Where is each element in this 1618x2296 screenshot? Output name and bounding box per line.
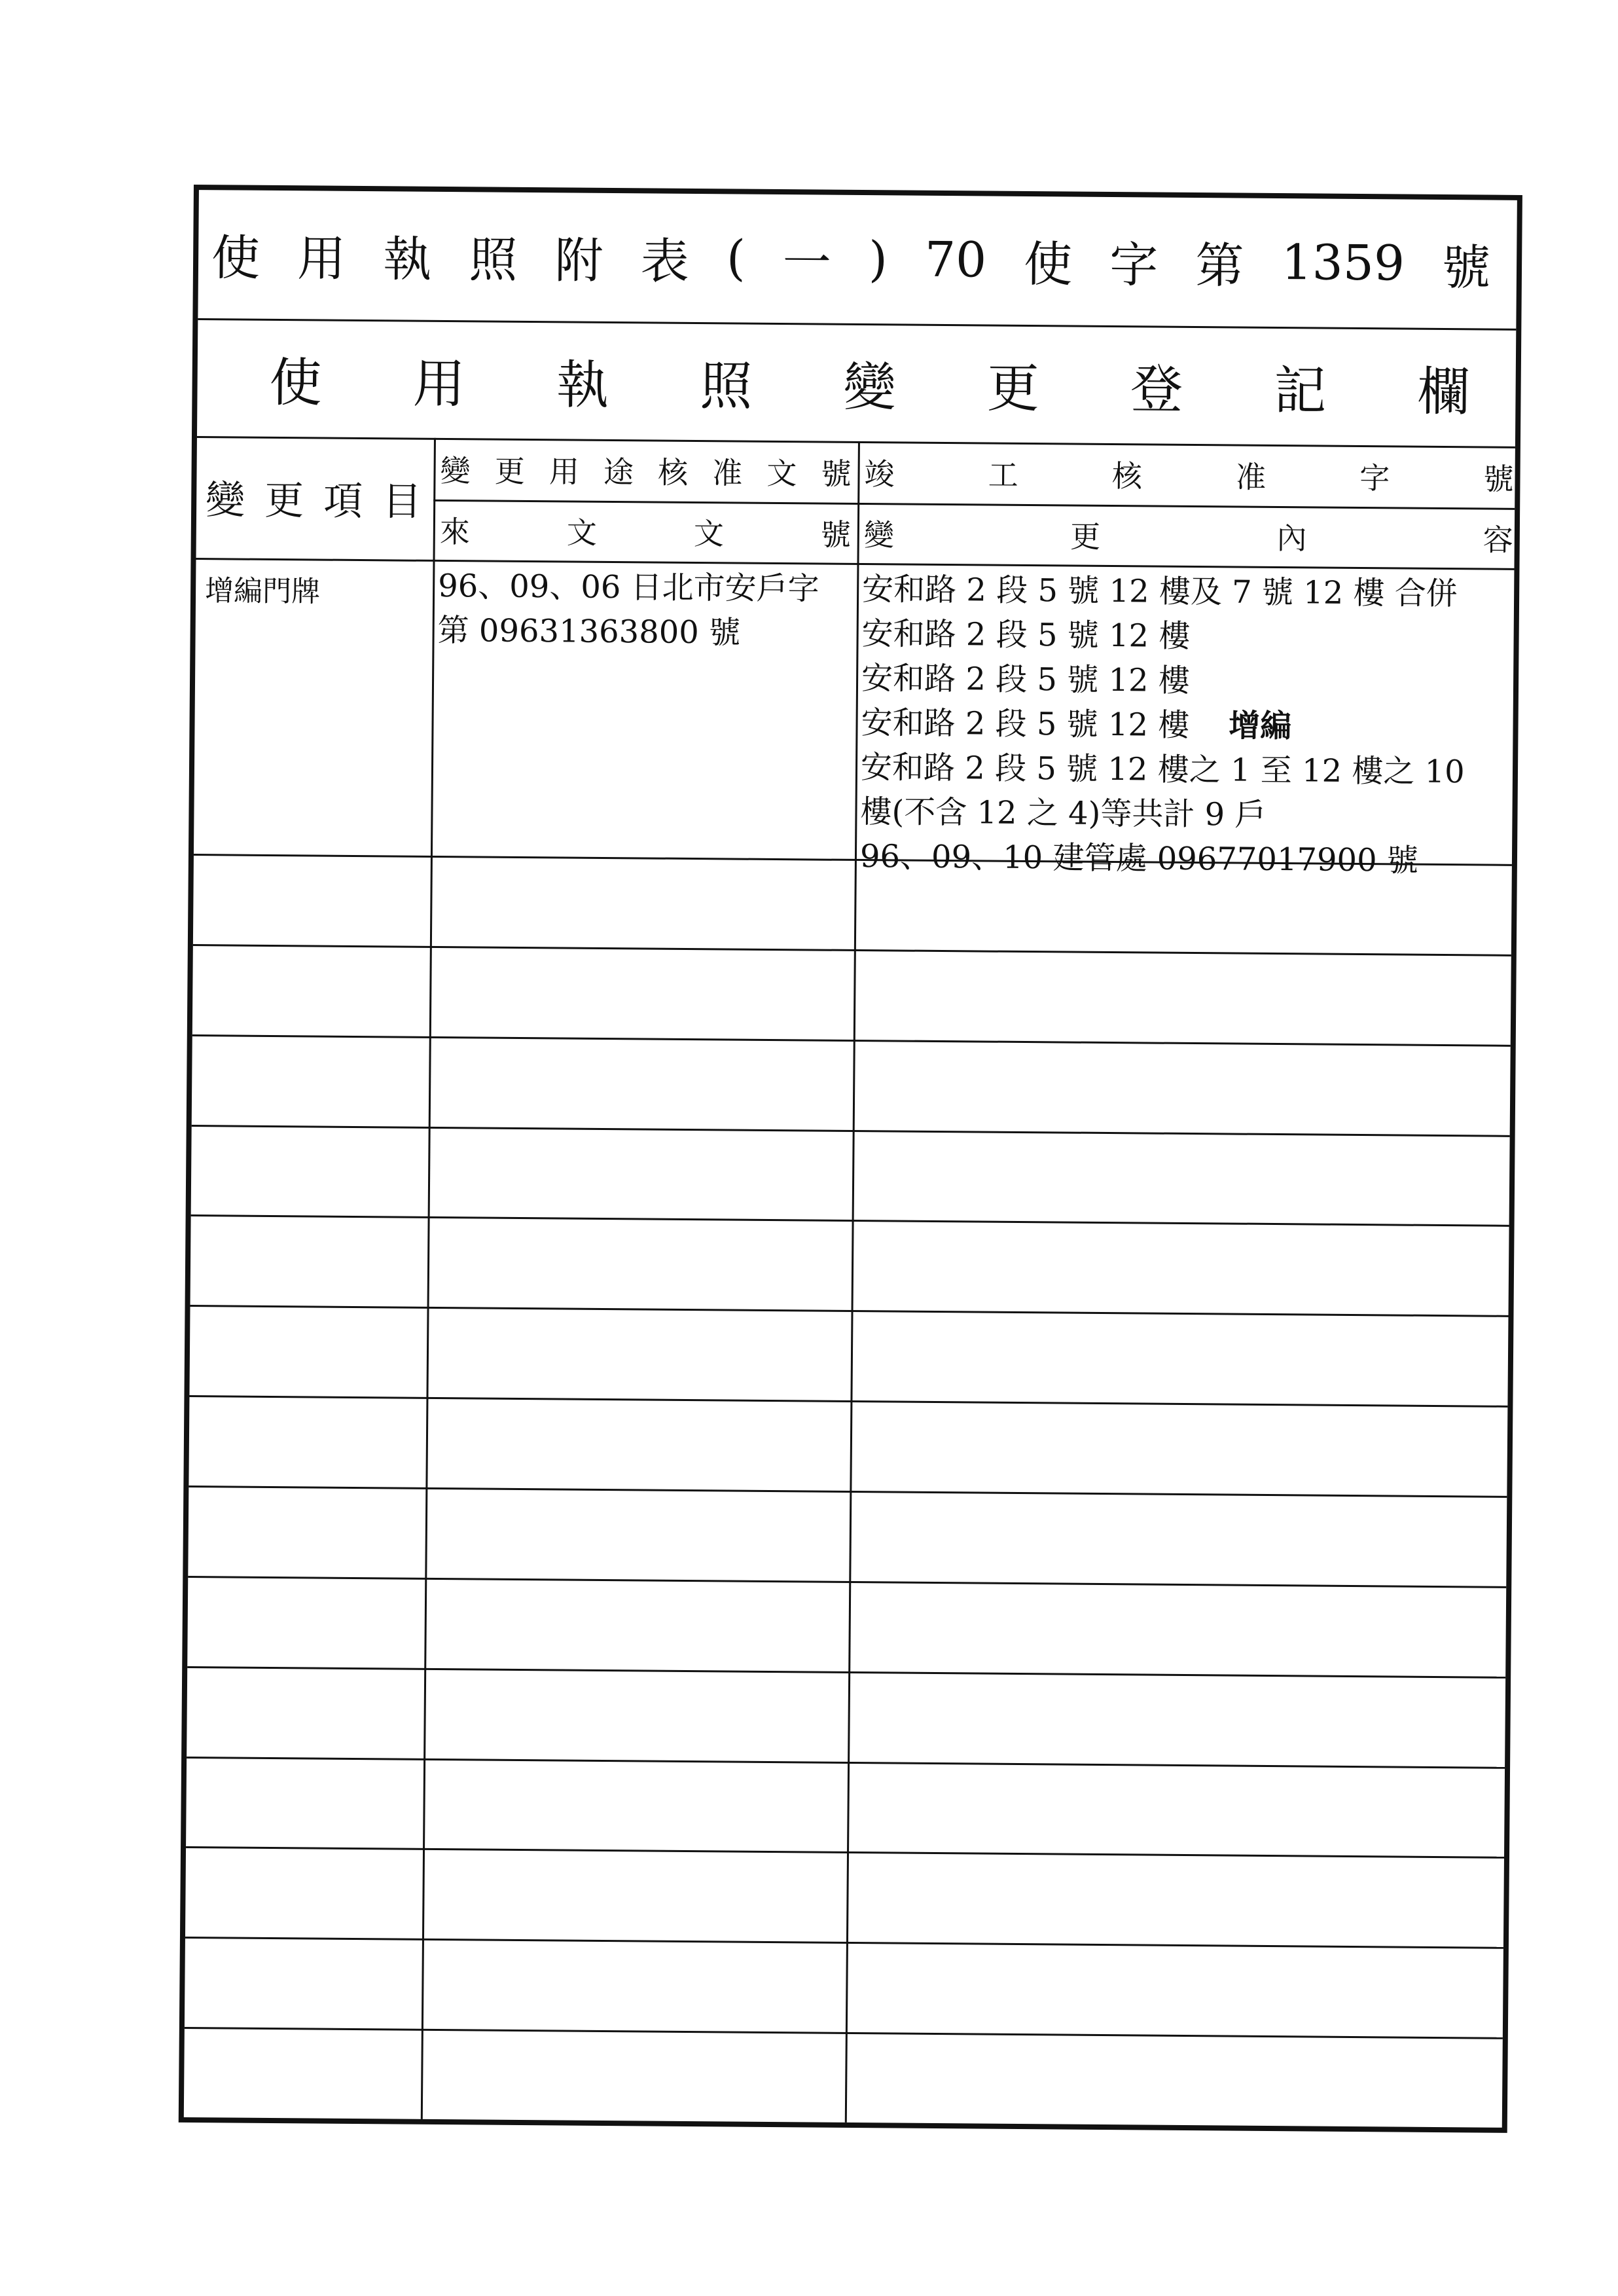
title-char: 一 — [782, 234, 832, 291]
header-char: 工 — [988, 457, 1018, 493]
content-line: 安和路 2 段 5 號 12 樓之 1 至 12 樓之 10 — [860, 749, 1465, 791]
title-char: 使 — [211, 230, 261, 287]
banner-char: 變 — [843, 356, 896, 418]
usage-permit-form — [179, 185, 1522, 2133]
table-row — [186, 1846, 1504, 1859]
content-line: 安和路 2 段 5 號 12 樓 — [861, 615, 1191, 655]
banner-char: 用 — [412, 353, 466, 414]
header-completion-no — [857, 441, 1520, 508]
title-char: 附 — [554, 232, 603, 289]
header-char: 號 — [821, 456, 852, 492]
section-banner — [197, 318, 1516, 446]
header-change-content — [857, 503, 1520, 568]
header-char: 核 — [1111, 458, 1143, 494]
table-row — [189, 1485, 1507, 1498]
header-char: 更 — [264, 477, 304, 524]
entry-document — [431, 560, 857, 859]
entry-item: 增編門牌 — [204, 574, 321, 609]
added-tag: 增編 — [1229, 707, 1292, 745]
header-char: 准 — [712, 455, 743, 491]
header-incoming-doc — [433, 500, 858, 563]
table-row — [185, 1937, 1503, 1949]
header-char: 項 — [323, 478, 363, 525]
header-char: 目 — [382, 479, 422, 525]
header-char: 變 — [863, 517, 895, 553]
header-char: 核 — [657, 454, 689, 490]
content-line: 樓(不含 12 之 4)等共計 9 戶 — [860, 793, 1267, 833]
banner-char: 欄 — [1417, 361, 1470, 422]
header-char: 更 — [1070, 519, 1101, 555]
title-char: 第 — [1195, 238, 1244, 295]
header-char: 竣 — [864, 456, 895, 492]
header-change-item — [196, 436, 434, 560]
header-char: 途 — [603, 454, 634, 490]
content-line: 安和路 2 段 5 號 12 樓 — [861, 660, 1191, 699]
title-char: 表 — [640, 233, 690, 290]
banner-char: 記 — [1273, 359, 1327, 422]
header-char: 號 — [1483, 461, 1514, 497]
table-row — [193, 944, 1511, 957]
header-char: 文 — [693, 516, 725, 552]
header-char: 來 — [439, 513, 471, 550]
content-line: 96、09、10 建管處 09677017900 號 — [859, 838, 1419, 879]
header-approval-doc — [433, 438, 858, 503]
table-row — [190, 1305, 1509, 1317]
title-char: 1359 — [1281, 234, 1405, 292]
table-row — [187, 1757, 1505, 1769]
table-row — [189, 1395, 1507, 1408]
content-line: 安和路 2 段 5 號 12 樓及 7 號 12 樓 合併 — [861, 571, 1458, 613]
entry-content — [855, 563, 1520, 879]
table-row — [185, 2027, 1503, 2039]
table-row — [192, 1125, 1510, 1137]
header-char: 更 — [494, 453, 525, 489]
banner-char: 執 — [556, 354, 609, 416]
header-char: 字 — [1359, 460, 1390, 496]
banner-char: 更 — [986, 357, 1040, 419]
title-char: 字 — [1109, 236, 1159, 294]
header-char: 變 — [205, 477, 245, 524]
header-char: 准 — [1235, 459, 1267, 495]
header-char: 文 — [566, 515, 598, 551]
table-row — [188, 1576, 1506, 1588]
header-char: 用 — [548, 454, 580, 490]
title-char: 執 — [383, 231, 432, 288]
table-row — [192, 1034, 1511, 1047]
banner-char: 照 — [699, 355, 753, 417]
banner-char: 使 — [269, 352, 322, 414]
table-row — [191, 1214, 1509, 1227]
title-char: 號 — [1441, 239, 1491, 297]
header-char: 內 — [1276, 520, 1307, 556]
title-char: 使 — [1023, 236, 1073, 293]
header-char: 號 — [820, 517, 852, 553]
table-row — [187, 1666, 1505, 1679]
banner-char: 登 — [1130, 358, 1183, 420]
header-char: 容 — [1483, 522, 1513, 558]
title-char: ( — [726, 230, 746, 287]
entry-document-line: 96、09、06 日北市安戶字 — [437, 567, 819, 608]
header-char: 文 — [766, 455, 797, 492]
content-text: 安和路 2 段 5 號 12 樓 — [861, 704, 1190, 744]
title-char: ) — [868, 231, 888, 288]
header-char: 變 — [440, 452, 471, 489]
entry-document-line: 第 09631363800 號 — [437, 611, 741, 651]
content-line — [861, 701, 1513, 750]
form-title — [198, 190, 1517, 329]
title-char: 照 — [469, 232, 518, 289]
title-char: 用 — [297, 230, 346, 287]
title-char: 70 — [924, 231, 987, 289]
